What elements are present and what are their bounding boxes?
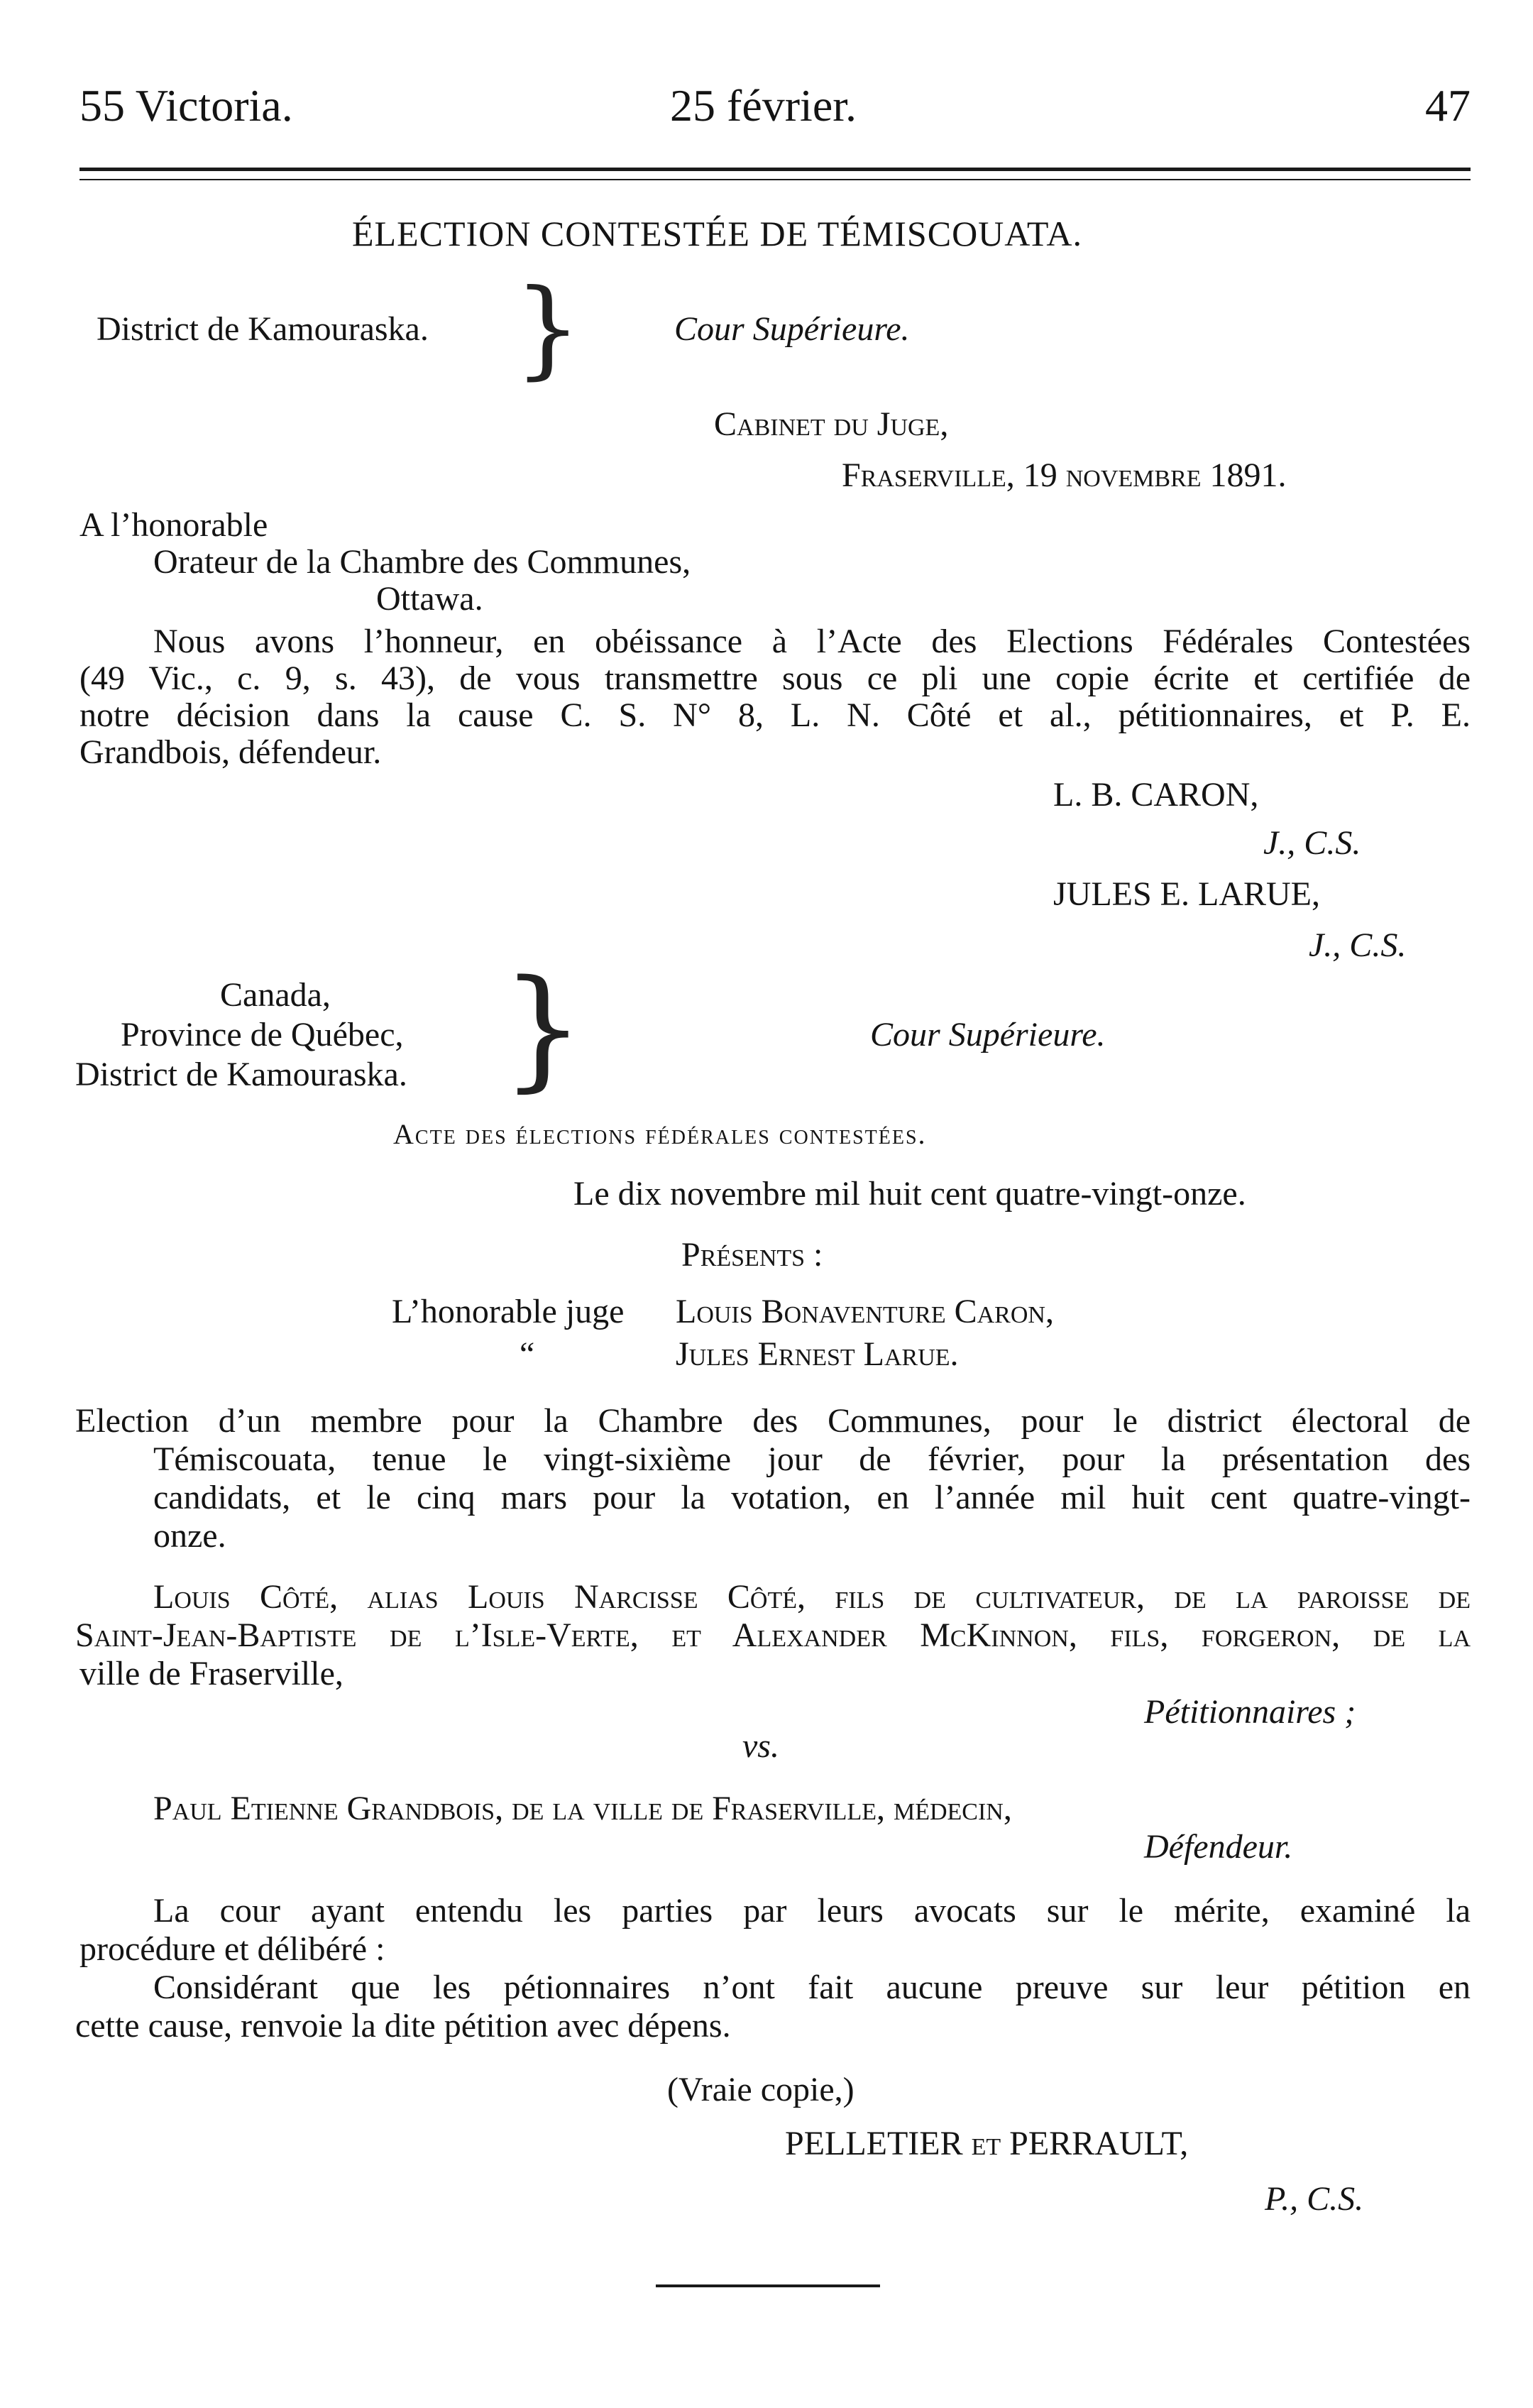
petitioners-label: Pétitionnaires ; bbox=[1144, 1693, 1356, 1731]
ruling-line: procédure et délibéré : bbox=[79, 1930, 385, 1968]
footer-rule bbox=[656, 2284, 880, 2287]
ditto-mark: “ bbox=[520, 1335, 535, 1373]
letter-body-line: Nous avons l’honneur, en obéissance à l’Acte des Elections Fédérales Contestées bbox=[153, 623, 1471, 660]
letter-place-line2 bbox=[842, 456, 1287, 495]
letter-body-line: Grandbois, défendeur. bbox=[79, 733, 382, 771]
jurisdiction-district: District de Kamouraska. bbox=[75, 1056, 407, 1093]
letter-court: Cour Supérieure. bbox=[674, 310, 910, 348]
page-title: ÉLECTION CONTESTÉE DE TÉMISCOUATA. bbox=[352, 214, 1082, 253]
signer1-title: J., C.S. bbox=[1263, 824, 1361, 862]
header-rule-thick bbox=[79, 168, 1471, 171]
page-number: 47 bbox=[1425, 80, 1471, 131]
versus: vs. bbox=[742, 1727, 779, 1765]
letter-district: District de Kamouraska. bbox=[97, 310, 429, 348]
judge2-name: Jules Ernest Larue. bbox=[676, 1335, 959, 1373]
header-rule-thin bbox=[79, 179, 1471, 180]
presents-label: Présents : bbox=[681, 1236, 823, 1274]
petitioners-line: Louis Côté, alias Louis Narcisse Côté, fils de cultivateur, de la paroisse de bbox=[153, 1578, 1471, 1616]
letter-place-date: Fraserville, 19 novembre 1891. bbox=[842, 456, 1287, 494]
election-line: Election d’un membre pour la Chambre des Communes, pour le district électoral de bbox=[75, 1402, 1471, 1440]
ruling-line: La cour ayant entendu les parties par leurs avocats sur le mérite, examiné la bbox=[153, 1892, 1471, 1930]
ruling-line: cette cause, renvoie la dite pétition avec dépens. bbox=[75, 2007, 731, 2045]
judgment-date: Le dix novembre mil huit cent quatre-vingt-onze. bbox=[573, 1175, 1246, 1213]
addressee-line2: Orateur de la Chambre des Communes, bbox=[153, 543, 691, 581]
jurisdiction-province: Province de Québec, bbox=[121, 1016, 404, 1054]
signer1-name: L. B. CARON, bbox=[1053, 776, 1259, 814]
judgment-court: Cour Supérieure. bbox=[870, 1016, 1106, 1054]
jurisdiction-country: Canada, bbox=[220, 976, 331, 1014]
defendant-line: Paul Etienne Grandbois, de la ville de Fraserville, médecin, bbox=[153, 1790, 1012, 1827]
running-header-left: 55 Victoria. bbox=[79, 80, 293, 131]
addressee-line1: A l’honorable bbox=[79, 506, 268, 544]
clerks-name: PELLETIER et PERRAULT, bbox=[785, 2125, 1189, 2162]
letter-body-line: (49 Vic., c. 9, s. 43), de vous transmettre sous ce pli une copie écrite et certifiée de bbox=[79, 660, 1471, 697]
clerks-title: P., C.S. bbox=[1265, 2180, 1364, 2218]
petitioners-line: Saint-Jean-Baptiste de l’Isle-Verte, et Alexander McKinnon, fils, forgeron, de la bbox=[75, 1616, 1471, 1654]
judge1-name: Louis Bonaventure Caron, bbox=[676, 1293, 1054, 1330]
election-line: candidats, et le cinq mars pour la votation, en l’année mil huit cent quatre-vingt- bbox=[153, 1479, 1471, 1516]
election-line: Témiscouata, tenue le vingt-sixième jour de février, pour la présentation des bbox=[153, 1440, 1471, 1478]
election-line: onze. bbox=[153, 1517, 226, 1555]
brace-right-icon: } bbox=[501, 951, 585, 1105]
signer2-name: JULES E. LARUE, bbox=[1053, 875, 1320, 913]
brace-right-icon: } bbox=[514, 267, 582, 390]
running-header-date: 25 février. bbox=[670, 80, 857, 131]
true-copy: (Vraie copie,) bbox=[667, 2071, 855, 2108]
addressee-line3: Ottawa. bbox=[376, 580, 483, 618]
letter-body-line: notre décision dans la cause C. S. N° 8, L. N. Côté et al., pétitionnaires, et P. E. bbox=[79, 696, 1471, 734]
signer2-title: J., C.S. bbox=[1309, 926, 1407, 964]
judge-prefix: L’honorable juge bbox=[392, 1293, 625, 1330]
ruling-line: Considérant que les pétionnaires n’ont fait aucune preuve sur leur pétition en bbox=[153, 1969, 1471, 2006]
petitioners-line: ville de Fraserville, bbox=[79, 1655, 344, 1692]
defendant-label: Défendeur. bbox=[1144, 1828, 1293, 1866]
act-heading: Acte des élections fédérales contestées. bbox=[393, 1118, 927, 1150]
letter-place-line1: Cabinet du Juge, bbox=[714, 405, 949, 443]
